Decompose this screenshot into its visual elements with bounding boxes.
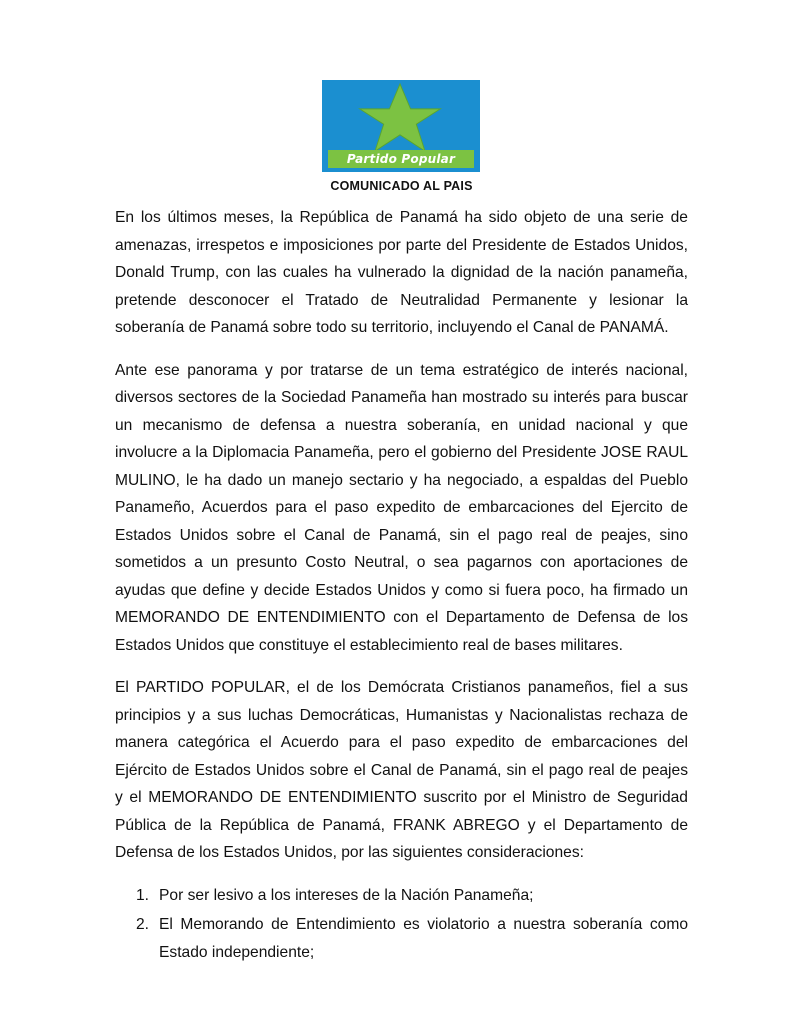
document-body (115, 204, 688, 968)
paragraph: En los últimos meses, la República de Panamá ha sido objeto de una serie de amenazas, irrespetos e imposiciones por parte del Presidente de Estados Unidos, Donald Trump, con las cuales ha vulnerado la dignidad de la nación panameña, pretende desconocer el Tratado de Neutralidad Permanente y lesionar la soberanía de Panamá sobre todo su territorio, incluyendo el Canal de PANAMÁ. (115, 209, 688, 336)
document-title: COMUNICADO AL PAIS (330, 179, 473, 193)
logo-brand-text: Partido Popular (328, 150, 474, 168)
list-item (115, 882, 688, 910)
paragraph: Ante ese panorama y por tratarse de un tema estratégico de interés nacional, diversos sectores de la Sociedad Panameña han mostrado su interés para buscar un mecanismo de defensa a nuestra soberanía, en unidad nacional y que involucre a la Diplomacia Panameña, pero el gobierno del Presidente JOSE RAUL MULINO, le ha dado un manejo sectario y ha negociado, a espaldas del Pueblo Panameño, Acuerdos para el paso expedito de embarcaciones del Ejercito de Estados Unidos sobre el Canal de Panamá, sin el pago real de peajes, sino sometidos a un presunto Costo Neutral, o sea pagarnos con aportaciones de ayudas que define y decide Estados Unidos y como si fuera poco, ha firmado un MEMORANDO DE ENTENDIMIENTO con el Departamento de Defensa de los Estados Unidos que constituye el establecimiento real de bases militares. (115, 361, 688, 654)
list-item-number: 1. (136, 886, 150, 904)
paragraph: El PARTIDO POPULAR, el de los Demócrata Cristianos panameños, fiel a sus principios y a sus luchas Democráticas, Humanistas y Nacionalistas rechaza de manera categórica el Acuerdo para el paso expedito de embarcaciones del Ejército de Estados Unidos sobre el Canal de Panamá, sin el pago real de peajes y el MEMORANDO DE ENTENDIMIENTO suscrito por el Ministro de Seguridad Pública de la República de Panamá, FRANK ABREGO y el Departamento de Defensa de los Estados Unidos, por las siguientes consideraciones: (115, 679, 688, 861)
list-item-text: Por ser lesivo a los intereses de la Nación Panameña; (159, 886, 534, 904)
considerations-list (115, 882, 688, 967)
party-logo (322, 80, 480, 172)
list-item (115, 911, 688, 966)
list-item-text: El Memorando de Entendimiento es violatorio a nuestra soberanía como Estado independiente; (159, 916, 688, 961)
list-item-number: 2. (136, 916, 150, 933)
star-icon (352, 82, 448, 154)
